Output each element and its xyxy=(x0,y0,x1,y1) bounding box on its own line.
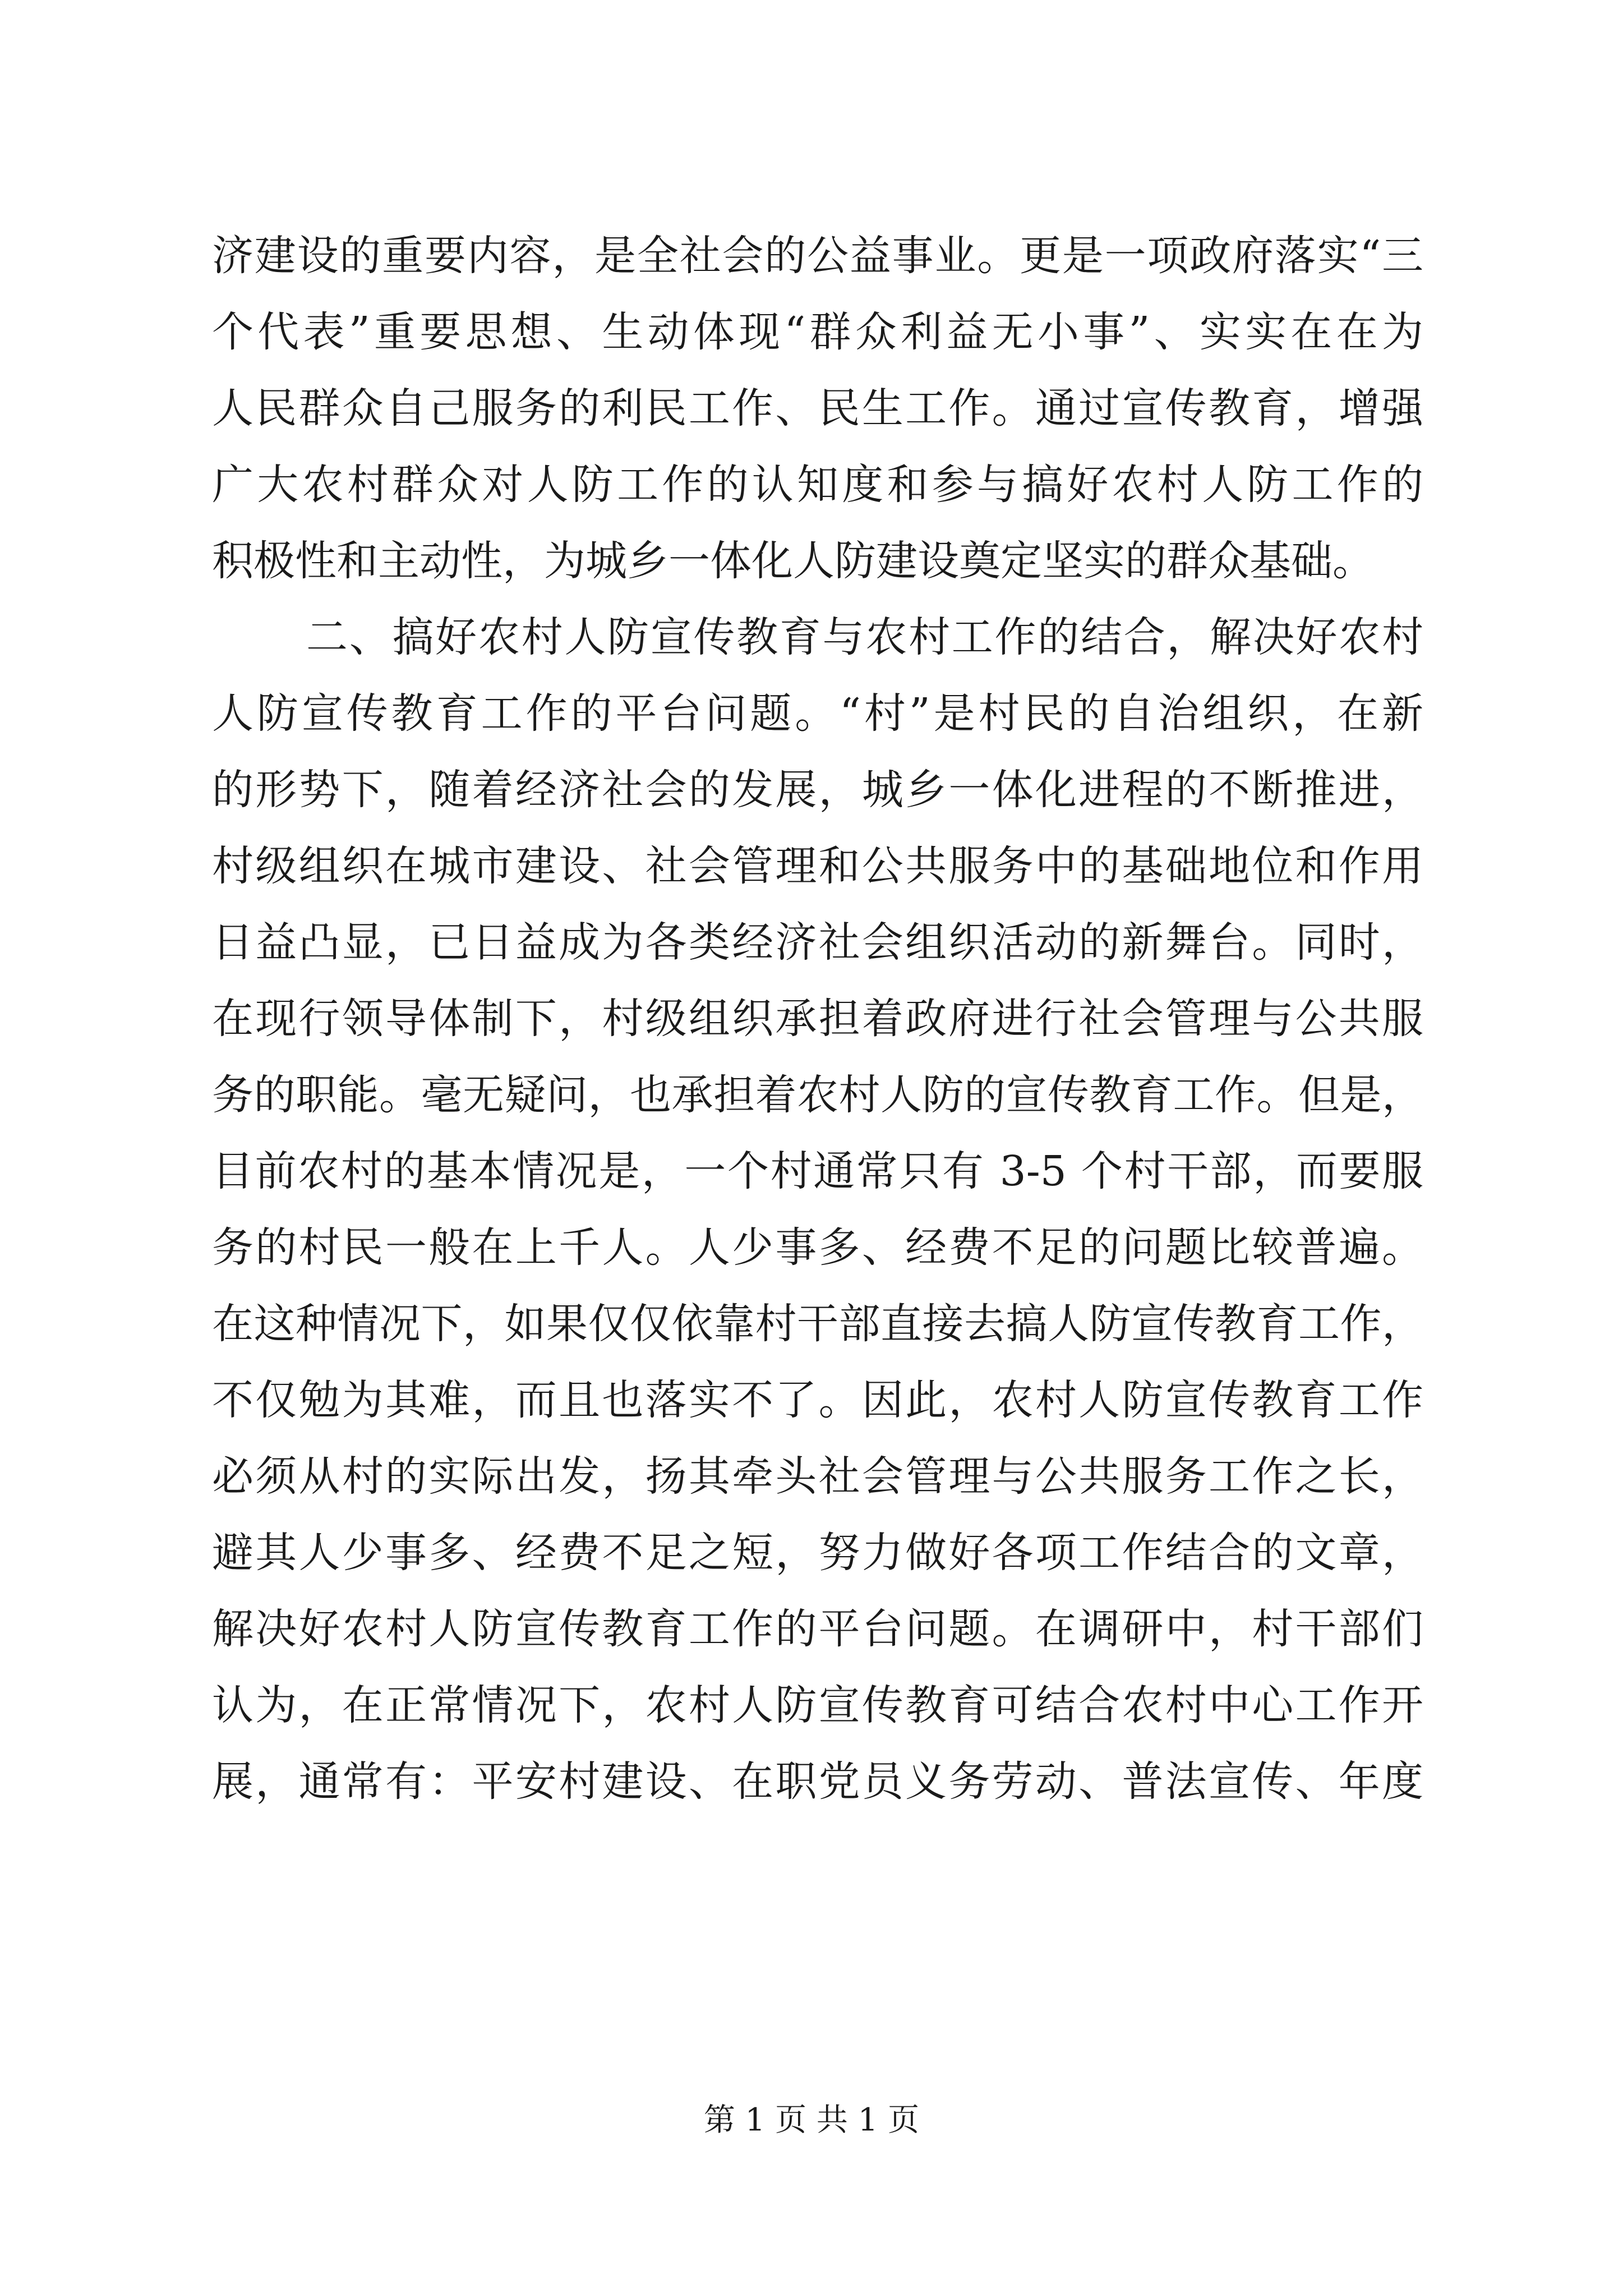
text-line: 避其人少事多、经费不足之短，努力做好各项工作结合的文章， xyxy=(212,1529,1423,1577)
text-line: 在这种情况下，如果仅仅依靠村干部直接去搞人防宣传教育工作， xyxy=(212,1300,1423,1348)
text-line: 必须从村的实际出发，扬其牵头社会管理与公共服务工作之长， xyxy=(212,1452,1423,1501)
text-line: 广大农村群众对人防工作的认知度和参与搞好农村人防工作的 xyxy=(212,461,1423,509)
text-line: 认为，在正常情况下，农村人防宣传教育可结合农村中心工作开 xyxy=(212,1681,1423,1729)
text-line: 人防宣传教育工作的平台问题。“村”是村民的自治组织，在新 xyxy=(212,689,1423,738)
page-footer: 第 1 页 共 1 页 xyxy=(703,2102,920,2138)
text-line: 展，通常有：平安村建设、在职党员义务劳动、普法宣传、年度 xyxy=(212,1757,1423,1806)
body-text xyxy=(212,218,1423,1820)
text-line: 在现行领导体制下，村级组织承担着政府进行社会管理与公共服 xyxy=(212,995,1423,1043)
text-line: 目前农村的基本情况是，一个村通常只有 3-5 个村干部，而要服 xyxy=(212,1147,1423,1195)
text-line: 济建设的重要内容，是全社会的公益事业。更是一项政府落实“三 xyxy=(212,232,1423,280)
text-line: 村级组织在城市建设、社会管理和公共服务中的基础地位和作用 xyxy=(212,842,1423,890)
text-line: 日益凸显，已日益成为各类经济社会组织活动的新舞台。同时， xyxy=(212,918,1423,967)
text-line: 务的职能。毫无疑问，也承担着农村人防的宣传教育工作。但是， xyxy=(212,1071,1423,1119)
text-line: 人民群众自己服务的利民工作、民生工作。通过宣传教育，增强 xyxy=(212,384,1423,432)
text-line: 不仅勉为其难，而且也落实不了。因此，农村人防宣传教育工作 xyxy=(212,1376,1423,1424)
text-line: 个代表”重要思想、生动体现“群众利益无小事”、实实在在为 xyxy=(212,308,1423,356)
text-line: 务的村民一般在上千人。人少事多、经费不足的问题比较普遍。 xyxy=(212,1223,1423,1272)
text-line: 的形势下，随着经济社会的发展，城乡一体化进程的不断推进， xyxy=(212,766,1423,814)
text-line: 解决好农村人防宣传教育工作的平台问题。在调研中，村干部们 xyxy=(212,1605,1423,1653)
text-line: 积极性和主动性，为城乡一体化人防建设奠定坚实的群众基础。 xyxy=(212,537,1374,585)
paragraph-start-line: 二、搞好农村人防宣传教育与农村工作的结合，解决好农村 xyxy=(306,613,1423,661)
